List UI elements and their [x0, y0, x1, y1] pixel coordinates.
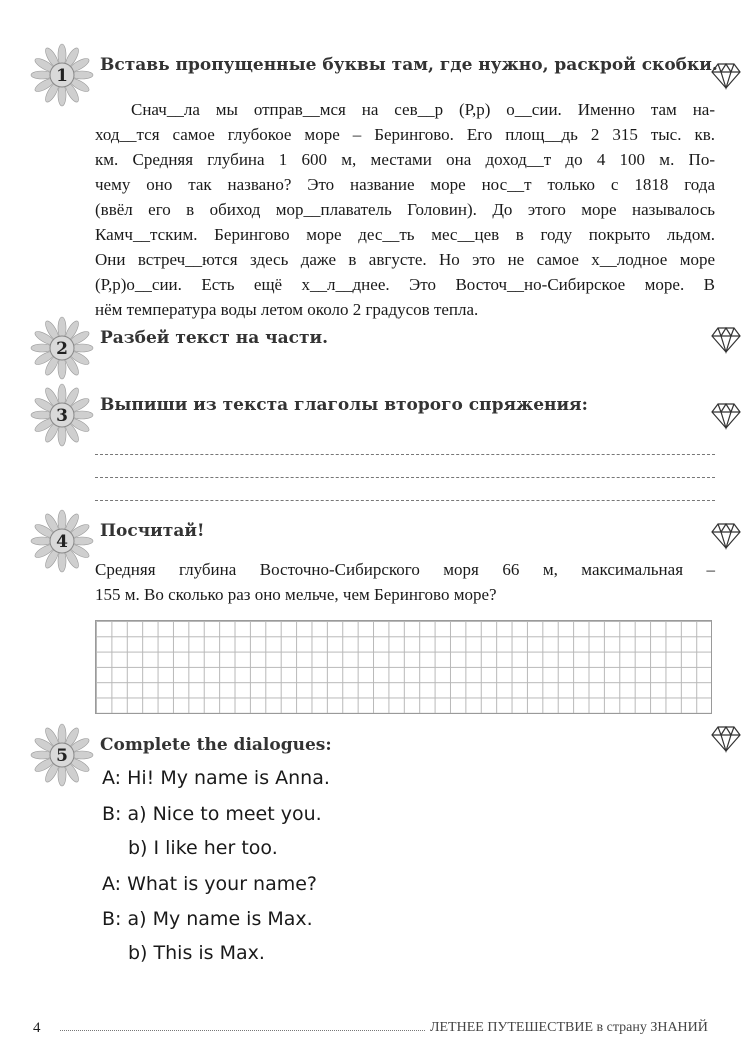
diamond-icon — [711, 725, 741, 753]
task-title: Разбей текст на части. — [100, 328, 329, 348]
task-number: 4 — [56, 532, 68, 552]
calculation-grid[interactable] — [95, 620, 712, 714]
task-number: 2 — [56, 339, 68, 359]
dialogue-option[interactable]: B: a) Nice to meet you. — [102, 803, 322, 825]
text-line: Снач__ла мы отправ__мся на сев__р (Р,р) о__сии. Именно там на- — [131, 100, 715, 119]
task-title: Complete the dialogues: — [100, 735, 332, 755]
flower-badge-icon — [30, 509, 94, 573]
task-title: Выпиши из текста глаголы второго спряжения: — [100, 395, 588, 415]
text-line: Камч__тским. Берингово море дес__ть мес__цев в году покрыто льдом. — [95, 225, 715, 244]
text-line: ход__тся самое глубокое море – Берингово. Его площ__дь 2 315 тыс. кв. — [95, 125, 715, 144]
task-title: Вставь пропущенные буквы там, где нужно, раскрой скобки. — [100, 55, 718, 75]
text-line: Они встреч__ются здесь даже в августе. Но это не самое х__лодное море — [95, 250, 715, 269]
task-title: Посчитай! — [100, 521, 205, 541]
task-number: 5 — [56, 746, 68, 766]
page-number: 4 — [33, 1020, 41, 1036]
flower-badge-icon — [30, 383, 94, 447]
answer-line[interactable] — [95, 500, 715, 501]
answer-line[interactable] — [95, 477, 715, 478]
text-line: Средняя глубина Восточно-Сибирского моря 66 м, максимальная – — [95, 560, 715, 579]
dialogue-option[interactable]: b) I like her too. — [128, 837, 278, 859]
flower-badge-icon — [30, 316, 94, 380]
diamond-icon — [711, 326, 741, 354]
dialogue-line: A: What is your name? — [102, 873, 318, 895]
task-number: 1 — [56, 66, 68, 86]
flower-badge-icon — [30, 43, 94, 107]
text-line: (ввёл его в обиход мор__плаватель Головин). До этого море называлось — [95, 200, 715, 219]
answer-line[interactable] — [95, 454, 715, 455]
text-line: 155 м. Во сколько раз оно мельче, чем Берингово море? — [95, 585, 497, 604]
flower-badge-icon — [30, 723, 94, 787]
task-number: 3 — [56, 406, 68, 426]
dialogue-option[interactable]: B: a) My name is Max. — [102, 908, 313, 930]
text-line: нём температура воды летом около 2 градусов тепла. — [95, 300, 479, 319]
text-line: чему оно так названо? Это название море нос__т только с 1818 года — [95, 175, 715, 194]
diamond-icon — [711, 522, 741, 550]
text-line: км. Средняя глубина 1 600 м, местами она доход__т до 4 100 м. По- — [95, 150, 715, 169]
text-line: (Р,р)о__сии. Есть ещё х__л__днее. Это Восточ__но-Сибирское море. В — [95, 275, 715, 294]
footer-divider — [60, 1030, 425, 1031]
footer-title: ЛЕТНЕЕ ПУТЕШЕСТВИЕ в страну ЗНАНИЙ — [430, 1020, 708, 1035]
dialogue-line: A: Hi! My name is Anna. — [102, 767, 330, 789]
task-4-text — [95, 557, 715, 607]
dialogue-option[interactable]: b) This is Max. — [128, 942, 265, 964]
diamond-icon — [711, 402, 741, 430]
task-1-text — [95, 97, 715, 322]
diamond-icon — [711, 62, 741, 90]
